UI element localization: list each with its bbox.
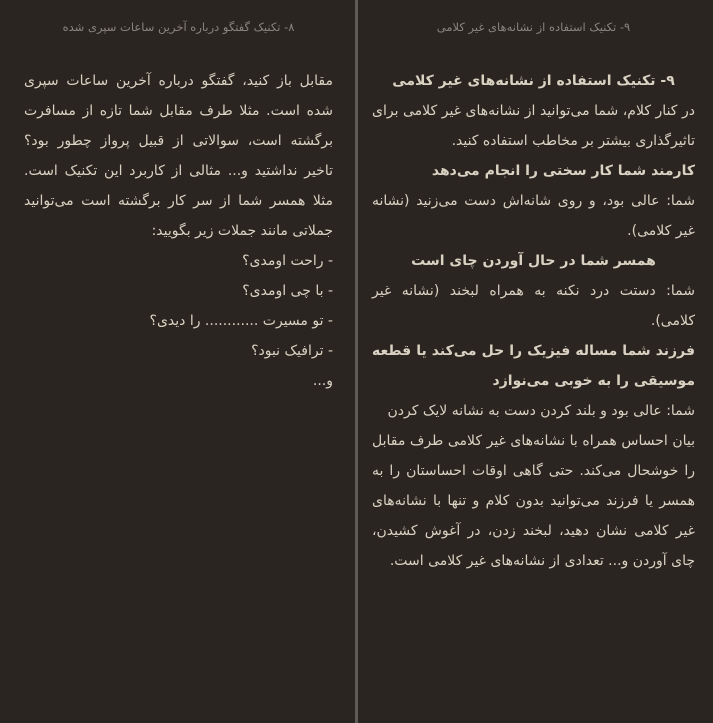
example-text: شما: عالی بود، و روی شانه‌اش دست می‌زنید (نشانه غیر کلامی). <box>372 193 695 239</box>
page-divider <box>355 0 358 723</box>
list-item: - با چی اومدی؟ <box>242 283 333 299</box>
example-title: فرزند شما مساله فیزیک را حل می‌کند یا قطعه موسیقی را به خوبی می‌نوازد <box>372 343 695 389</box>
example-title: کارمند شما کار سختی را انجام می‌دهد <box>431 163 695 179</box>
list-item: و... <box>312 373 333 389</box>
page-content <box>24 66 333 396</box>
right-page[interactable] <box>358 0 713 723</box>
example-text: شما: عالی بود و بلند کردن دست به نشانه لایک کردن <box>387 403 695 419</box>
section-heading: ۹- تکنیک استفاده از نشانه‌های غیر کلامی <box>392 73 675 89</box>
list-item: - راحت اومدی؟ <box>242 253 333 269</box>
example-title: همسر شما در حال آوردن چای است <box>411 253 656 269</box>
intro-paragraph: در کنار کلام، شما می‌توانید از نشانه‌های غیر کلامی برای تاثیرگذاری بیشتر بر مخاطب استفاده کنید. <box>372 103 695 149</box>
example-text: شما: دستت درد نکنه به همراه لبخند (نشانه غیر کلامی). <box>372 283 695 329</box>
list-item: - تو مسیرت ............ را دیدی؟ <box>149 313 333 329</box>
closing-paragraph: بیان احساس همراه با نشانه‌های غیر کلامی طرف مقابل را خوشحال می‌کند. حتی گاهی اوقات احساستان را به همسر یا فرزند می‌توانید بدون کلام و تنها با نشانه‌های غیر کلامی نشان دهید، لبخند زدن، در آغوش کشیدن، چای آوردن و... تعدادی از نشانه‌های غیر کلامی است. <box>372 433 695 569</box>
running-header: ۸- تکنیک گفتگو درباره آخرین ساعات سپری شده <box>62 20 295 34</box>
running-header: ۹- تکنیک استفاده از نشانه‌های غیر کلامی <box>436 20 631 34</box>
list-item: - ترافیک نبود؟ <box>251 343 333 359</box>
page-content <box>372 66 695 576</box>
left-page[interactable] <box>0 0 355 723</box>
body-paragraph: مقابل باز کنید، گفتگو درباره آخرین ساعات سپری شده است. مثلا طرف مقابل شما تازه از مسافرت برگشته است، سوالاتی از قبیل پرواز چطور بود؟ تاخیر نداشتید و... مثالی از کاربرد این تکنیک است. مثلا همسر شما از سر کار برگشته است می‌توانید جملاتی مانند جملات زیر بگویید: <box>24 73 333 239</box>
